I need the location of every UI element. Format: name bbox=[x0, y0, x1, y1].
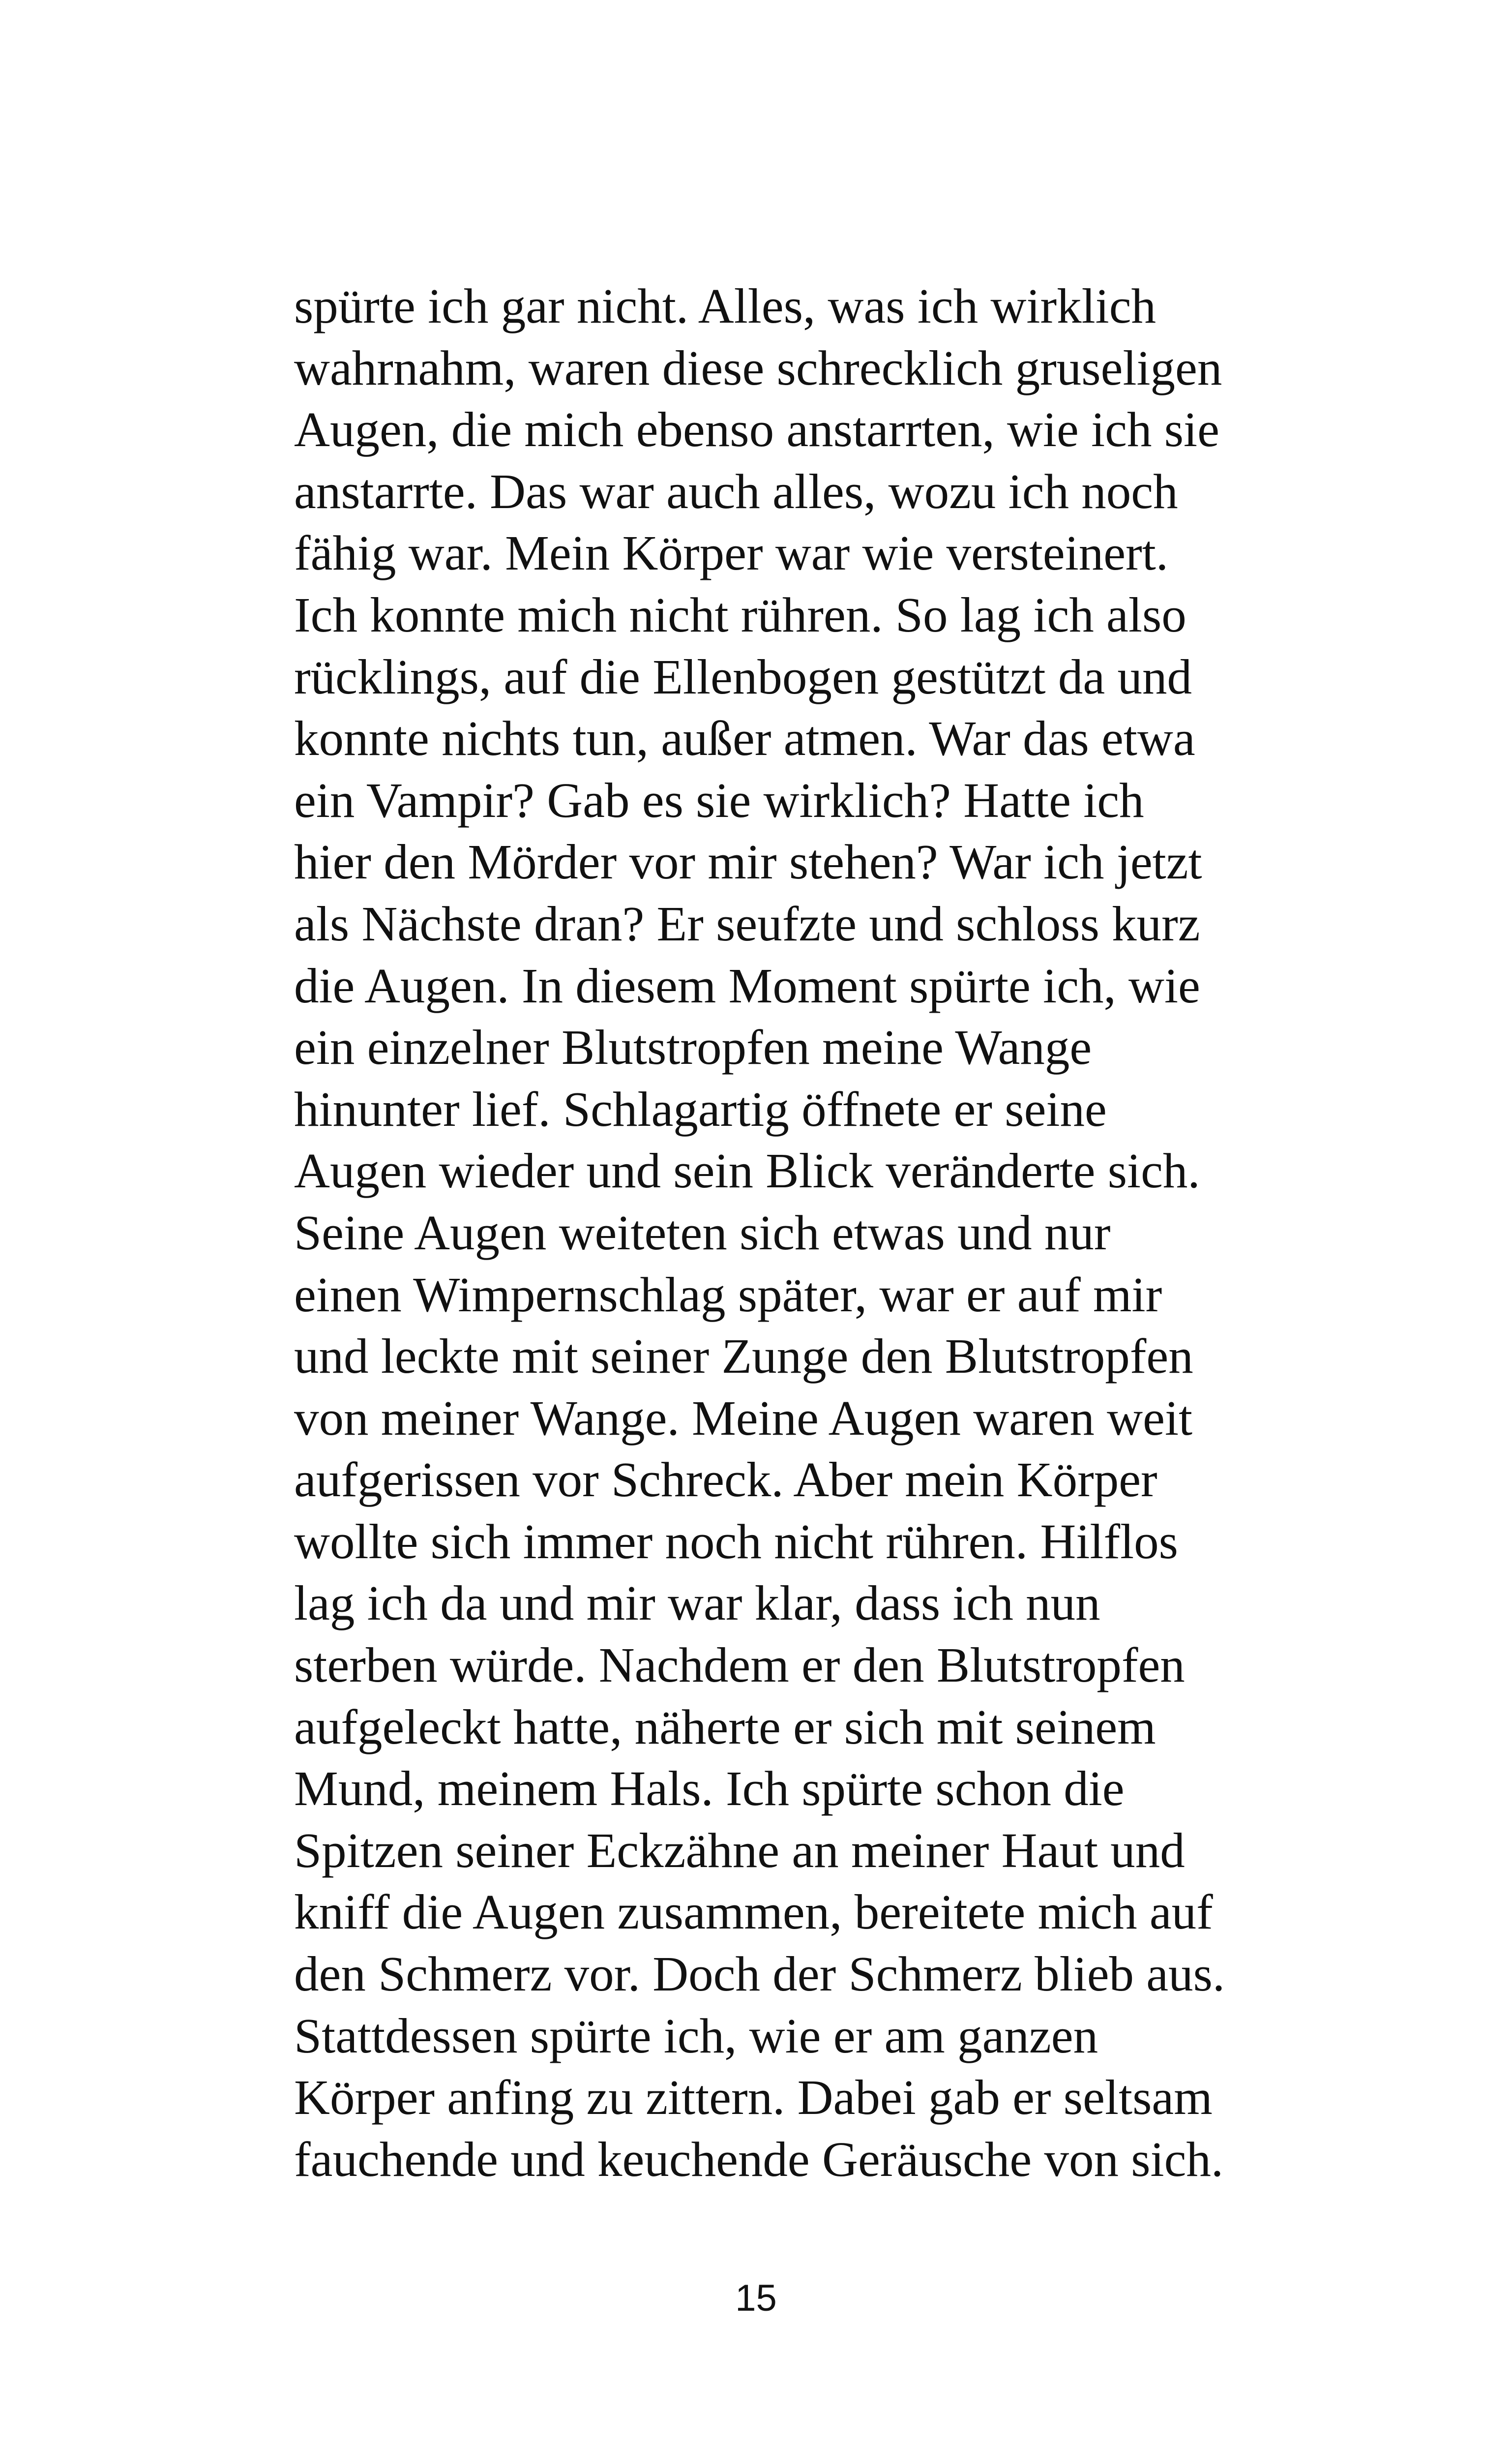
text-line: von meiner Wange. Meine Augen waren weit bbox=[294, 1390, 1193, 1446]
text-line: aufgeleckt hatte, näherte er sich mit seinem bbox=[294, 1699, 1156, 1754]
text-line: und leckte mit seiner Zunge den Blutstropfen bbox=[294, 1328, 1193, 1384]
text-line: sterben würde. Nachdem er den Blutstropfen bbox=[294, 1637, 1185, 1693]
text-line: spürte ich gar nicht. Alles, was ich wirklich bbox=[294, 278, 1156, 333]
text-line: aufgerissen vor Schreck. Aber mein Körper bbox=[294, 1452, 1157, 1508]
text-line: Mund, meinem Hals. Ich spürte schon die bbox=[294, 1761, 1125, 1816]
text-line: anstarrte. Das war auch alles, wozu ich noch bbox=[294, 463, 1178, 519]
body-text bbox=[294, 275, 1258, 2190]
text-line: fauchende und keuchende Geräusche von sich. bbox=[294, 2131, 1224, 2187]
text-line: Spitzen seiner Eckzähne an meiner Haut und bbox=[294, 1822, 1185, 1878]
text-line: hier den Mörder vor mir stehen? War ich jetzt bbox=[294, 834, 1202, 890]
text-line: wahrnahm, waren diese schrecklich gruseligen bbox=[294, 340, 1222, 395]
text-line: die Augen. In diesem Moment spürte ich, wie bbox=[294, 958, 1200, 1013]
text-line: hinunter lief. Schlagartig öffnete er seine bbox=[294, 1081, 1107, 1137]
text-line: wollte sich immer noch nicht rühren. Hilflos bbox=[294, 1513, 1178, 1569]
text-line: einen Wimpernschlag später, war er auf mir bbox=[294, 1267, 1162, 1322]
text-line: ein einzelner Blutstropfen meine Wange bbox=[294, 1020, 1092, 1075]
text-line: fähig war. Mein Körper war wie versteinert. bbox=[294, 525, 1169, 581]
text-line: ein Vampir? Gab es sie wirklich? Hatte ich bbox=[294, 772, 1144, 828]
text-line: Augen, die mich ebenso anstarrten, wie ich sie bbox=[294, 402, 1219, 457]
text-line: kniff die Augen zusammen, bereitete mich auf bbox=[294, 1884, 1213, 1940]
text-line: als Nächste dran? Er seufzte und schloss kurz bbox=[294, 896, 1200, 951]
text-line: Stattdessen spürte ich, wie er am ganzen bbox=[294, 2008, 1098, 2063]
text-line: konnte nichts tun, außer atmen. War das etwa bbox=[294, 711, 1195, 766]
text-line: Augen wieder und sein Blick veränderte sich. bbox=[294, 1143, 1200, 1199]
text-line: lag ich da und mir war klar, dass ich nun bbox=[294, 1575, 1100, 1631]
text-line: Seine Augen weiteten sich etwas und nur bbox=[294, 1205, 1111, 1260]
text-line: rücklings, auf die Ellenbogen gestützt da und bbox=[294, 649, 1192, 704]
page-number: 15 bbox=[735, 2277, 777, 2319]
text-line: Ich konnte mich nicht rühren. So lag ich also bbox=[294, 587, 1186, 642]
text-line: den Schmerz vor. Doch der Schmerz blieb aus. bbox=[294, 1946, 1225, 2002]
text-line: Körper anfing zu zittern. Dabei gab er seltsam bbox=[294, 2070, 1213, 2125]
